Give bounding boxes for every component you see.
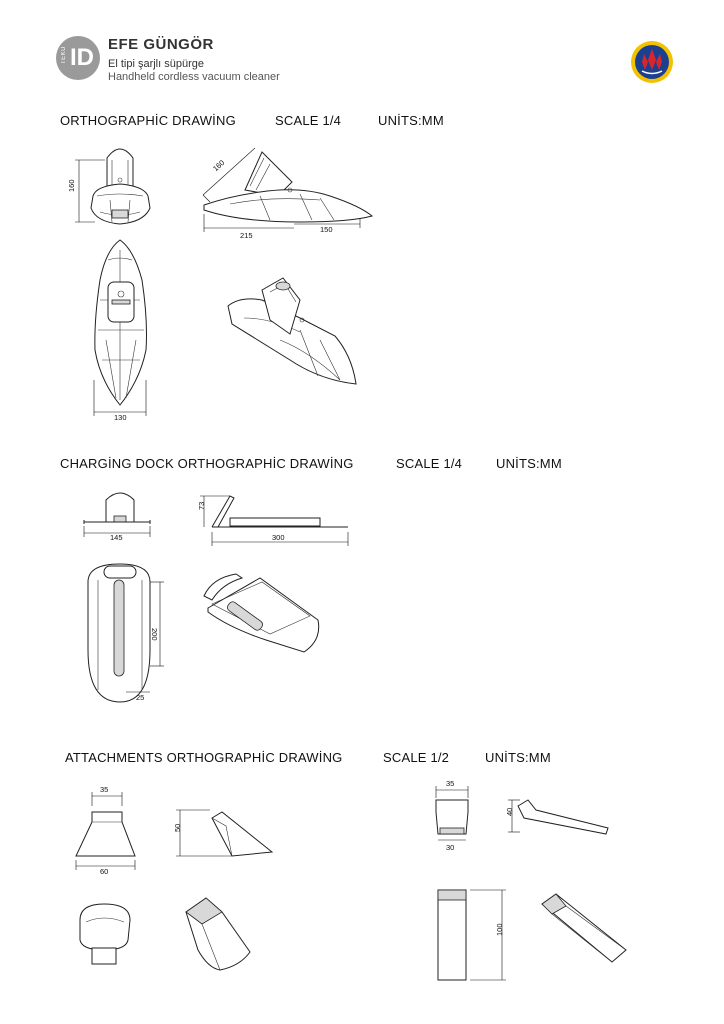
attachment2-isometric-view [542, 894, 626, 962]
dock-top-view [88, 564, 164, 702]
logo-text: ID [70, 44, 94, 71]
attachments-section-scale: SCALE 1/2 [383, 750, 450, 765]
dim-vac-side-nozzle: 150 [320, 225, 333, 234]
attachment1-top-view [80, 904, 130, 964]
dock-side-view [197, 496, 348, 546]
vacuum-top-view [94, 240, 147, 422]
dim-dock-length: 300 [272, 533, 285, 542]
dim-att1-top: 35 [100, 785, 109, 794]
dim-att2-height: 40 [505, 807, 514, 816]
dim-att1-bottom: 60 [100, 867, 109, 876]
attachment2-front-view [436, 779, 468, 852]
dim-att2-bottom: 30 [446, 843, 455, 852]
attachment2-top-view [438, 890, 506, 980]
dock-section-title: CHARGİNG DOCK ORTHOGRAPHİC DRAWİNG [60, 456, 354, 471]
vacuum-isometric-view [228, 278, 356, 384]
designer-name: EFE GÜNGÖR [108, 36, 214, 53]
vacuum-side-view [203, 148, 372, 240]
dock-section-units: UNİTS:MM [496, 456, 562, 471]
dim-dock-slot: 25 [136, 693, 145, 702]
dim-vac-front-height: 160 [67, 179, 76, 192]
attachment1-isometric-view [186, 898, 250, 970]
vacuum-section-units: UNİTS:MM [378, 113, 444, 128]
product-name-en: Handheld cordless vacuum cleaner [108, 71, 280, 83]
dim-vac-side-length: 215 [240, 231, 253, 240]
dock-section-scale: SCALE 1/4 [396, 456, 463, 471]
vacuum-section-title: ORTHOGRAPHİC DRAWİNG [60, 113, 236, 128]
logo-small-text: TEKU [61, 46, 67, 65]
dim-dock-top-length: 200 [150, 628, 159, 641]
dim-dock-width: 145 [110, 533, 123, 542]
vacuum-section-scale: SCALE 1/4 [275, 113, 342, 128]
dim-vac-top-width: 130 [114, 413, 127, 422]
attachment2-side-view [505, 800, 608, 834]
product-name-tr: El tipi şarjlı süpürge [108, 58, 204, 70]
dim-att2-length: 100 [495, 923, 504, 936]
vacuum-front-view [67, 149, 150, 224]
attachments-section-title: ATTACHMENTS ORTHOGRAPHİC DRAWİNG [65, 750, 343, 765]
attachments-section-units: UNİTS:MM [485, 750, 551, 765]
dim-att1-height: 50 [173, 823, 182, 832]
attachment1-front-view [76, 785, 135, 876]
dim-att2-top: 35 [446, 779, 455, 788]
dim-vac-side-handle: 160 [211, 158, 227, 174]
dock-front-view [84, 493, 150, 542]
dim-dock-height: 73 [197, 501, 206, 510]
attachment1-side-view [173, 810, 272, 856]
dock-isometric-view [204, 574, 319, 652]
